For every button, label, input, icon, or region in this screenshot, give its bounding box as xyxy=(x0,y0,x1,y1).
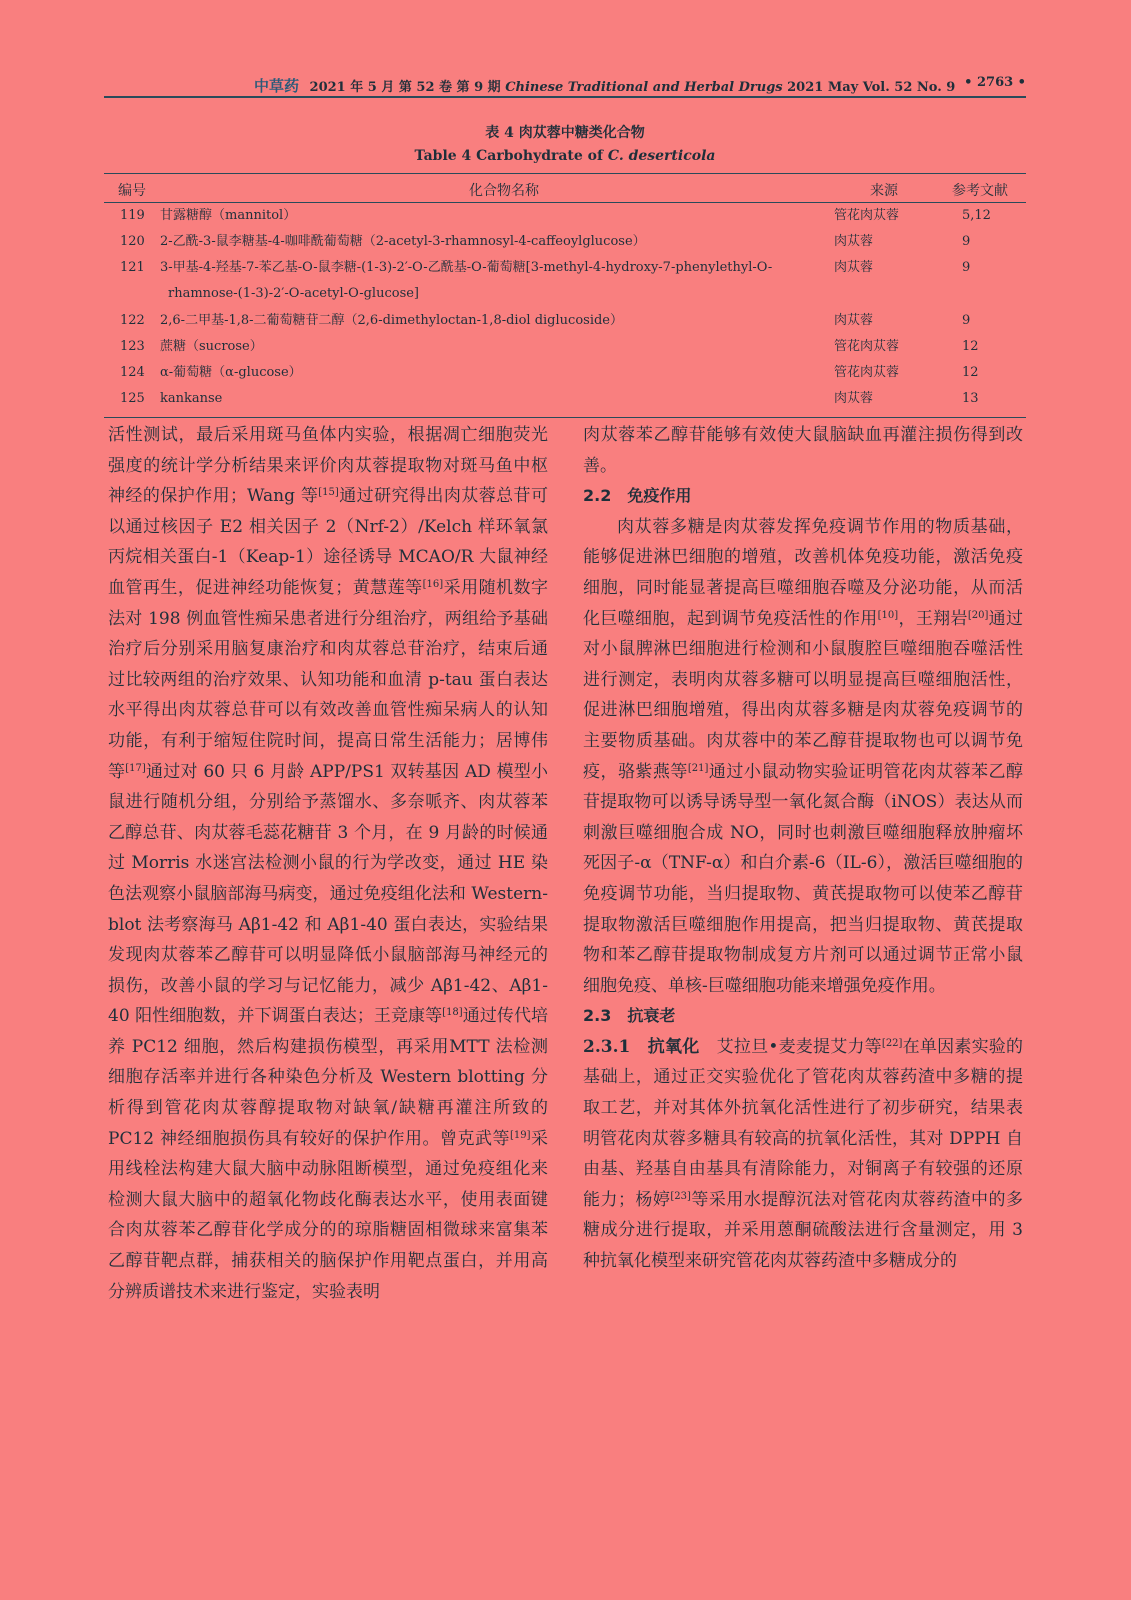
journal-issue-cn: 2021 年 5 月 第 52 卷 第 9 期 xyxy=(309,80,501,95)
table-header-no: 编号 xyxy=(118,183,146,199)
journal-logo: 中草药 xyxy=(254,77,300,95)
paragraph: 肉苁蓉多糖是肉苁蓉发挥免疫调节作用的物质基础，能够促进淋巴细胞的增殖，改善机体免疫功能，激活免疫细胞，同时能显著提高巨噬细胞吞噬及分泌功能，从而活化巨噬细胞，起到调节免疫活性的作用[10]，王翔岩[20]通过对小鼠脾淋巴细胞进行检测和小鼠腹腔巨噬细胞吞噬活性进行测定，表明肉苁蓉多糖可以明显提高巨噬细胞活性，促进淋巴细胞增殖，得出肉苁蓉多糖是肉苁蓉免疫调节的主要物质基础。肉苁蓉中的苯乙醇苷提取物也可以调节免疫，骆紫燕等[21]通过小鼠动物实验证明管花肉苁蓉苯乙醇苷提取物可以诱导诱导型一氧化氮合酶（iNOS）表达从而刺激巨噬细胞合成 NO，同时也刺激巨噬细胞释放肿瘤坏死因子-α（TNF-α）和白介素-6（IL-6），激活巨噬细胞的免疫调节功能，当归提取物、黄芪提取物可以使苯乙醇苷提取物激活巨噬细胞作用提高，把当归提取物、黄芪提取物和苯乙醇苷提取物制成复方片剂可以通过调节正常小鼠细胞免疫、单核-巨噬细胞功能来增强免疫作用。 xyxy=(583,516,1024,996)
table-header-source: 来源 xyxy=(870,183,898,199)
page-number: • 2763 • xyxy=(964,75,1026,90)
journal-name-en: Chinese Traditional and Herbal Drugs xyxy=(505,80,783,95)
journal-page: 中草药 2021 年 5 月 第 52 卷 第 9 期 Chinese Traditional and Herbal Drugs 2021 May Vol. 52 No. 9 • 2763 • 表 4 肉苁蓉中糖类化合物 Table 4 Carbohydrate of C. deserticola 编号 化合物名称 来源 参考文献 119 甘露糖醇（mannitol） 管花肉苁蓉 5,12 120 2-乙酰-3-鼠李糖基-4-咖啡酰葡萄糖（2-acetyl-3-rhamnosyl-4-caffeoylglucose） 肉苁蓉 9 121 3-甲基-4-羟基-7-苯乙基-O-鼠李糖-(1-3)-2′-O-乙酰基-O-葡萄糖[3-methyl-4-hydroxy-7-phenylethyl-O- rhamnose-(1-3)-2′-O-acetyl-O-glucose] 肉苁蓉 9 122 2,6-二甲基-1,8-二葡萄糖苷二醇（2,6-dimethyloctan-1,8-diol diglucoside） 肉苁蓉 9 123 蔗糖（sucrose） 管花肉苁蓉 12 124 α-葡萄糖（α-glucose） 管花肉苁蓉 12 125 kankanse 肉苁蓉 13 活性测试，最后采用斑马鱼体内实验，根据凋亡细胞荧光强度的统计学分析结果来评价肉苁蓉提取物对斑马鱼中枢神经的保护作用；Wang 等[15]通过研究得出肉苁蓉总苷可以通过核因子 E2 相关因子 2（Nrf-2）/Kelch 样环氧氯丙烷相关蛋白-1（Keap-1）途径诱导 MCAO/R 大鼠神经血管再生，促进神经功能恢复；黄慧莲等[16]采用随机数字法对 198 例血管性痴呆患者进行分组治疗，两组给予基础治疗后分别采用脑复康治疗和肉苁蓉总苷治疗，结束后通过比较两组的治疗效果、认知功能和血清 p-tau 蛋白表达水平得出肉苁蓉总苷可以有效改善血管性痴呆病人的认知功能，有利于缩短住院时间，提高日常生活能力；居博伟等[17]通过对 60 只 6 月龄 APP/PS1 双转基因 AD 模型小鼠进行随机分组，分别给予蒸馏水、多奈哌齐、肉苁蓉苯乙醇总苷、肉苁蓉毛蕊花糖苷 3 个月，在 9 月龄的时候通过 Morris 水迷宫法检测小鼠的行为学改变，通过 HE 染色法观察小鼠脑部海马病变，通过免疫组化法和 Western-blot 法考察海马 Aβ1-42 和 Aβ1-40 蛋白表达，实验结果发现肉苁蓉苯乙醇苷可以明显降低小鼠脑部海马神经元的损伤，改善小鼠的学习与记忆能力，减少 Aβ1-42、Aβ1-40 阳性细胞数，并下调蛋白表达；王竞康等[18]通过传代培养 PC12 细胞，然后构建损伤模型，再采用MTT 法检测细胞存活率并进行各种染色分析及 Western blotting 分析得到管花肉苁蓉醇提取物对缺氧/缺糖再灌注所致的 PC12 神经细胞损伤具有较好的保护作用。曾克武等[19]采用线栓法构建大鼠大脑中动脉阻断模型，通过免疫组化来检测大鼠大脑中的超氧化物歧化酶表达水平，使用表面键合肉苁蓉苯乙醇苷化学成分的的琼脂糖固相微球来富集苯乙醇苷靶点群，捕获相关的脑保护作用靶点蛋白，并用高分辨质谱技术来进行鉴定，实验表明 肉苁蓉苯乙醇苷能够有效使大鼠脑缺血再灌注损伤得到改善。 2.2 免疫作用 肉苁蓉多糖是肉苁蓉发挥免疫调节作用的物质基础，能够促进淋巴细胞的增殖，改善机体免疫功能，激活免疫细胞，同时能显著提高巨噬细胞吞噬及分泌功能，从而活化巨噬细胞，起到调节免疫活性的作用[10]，王翔岩[20]通过对小鼠脾淋巴细胞进行检测和小鼠腹腔巨噬细胞吞噬活性进行测定，表明肉苁蓉多糖可以明显提高巨噬细胞活性，促进淋巴细胞增殖，得出肉苁蓉多糖是肉苁蓉免疫调节的主要物质基础。肉苁蓉中的苯乙醇苷提取物也可以调节免疫，骆紫燕等[21]通过小鼠动物实验证明管花肉苁蓉苯乙醇苷提取物可以诱导诱导型一氧化氮合酶（iNOS）表达从而刺激巨噬细胞合成 NO，同时也刺激巨噬细胞释放肿瘤坏死因子-α（TNF-α）和白介素-6（IL-6），激活巨噬细胞的免疫调节功能，当归提取物、黄芪提取物可以使苯乙醇苷提取物激活巨噬细胞作用提高，把当归提取物、黄芪提取物和苯乙醇苷提取物制成复方片剂可以通过调节正常小鼠细胞免疫、单核-巨噬细胞功能来增强免疫作用。 2.3 抗衰老 2.3.1 抗氧化 艾拉旦•麦麦提艾力等[22]在单因素实验的基础上，通过正交实验优化了管花肉苁蓉药渣中多糖的提取工艺，并对其体外抗氧化活性进行了初步研究，结果表明管花肉苁蓉多糖具有较高的抗氧化活性，其对 DPPH 自由基、羟基自由基具有清除能力，对铜离子有较强的还原能力；杨婷[23]等采用水提醇沉法对管花肉苁蓉药渣中的多糖成分进行提取，并采用蒽酮硫酸法进行含量测定，用 3 种抗氧化模型来研究管花肉苁蓉药渣中多糖成分的 xyxy=(0,0,1131,1600)
section-heading-2-2: 2.2 免疫作用 xyxy=(583,486,692,506)
table-top-rule xyxy=(104,173,1026,174)
left-text-column xyxy=(108,420,548,1307)
subsection-heading-2-3-1: 2.3.1 抗氧化 xyxy=(583,1036,700,1057)
table-caption-cn: 表 4 肉苁蓉中糖类化合物 xyxy=(485,125,645,141)
journal-issue-en: 2021 May Vol. 52 No. 9 xyxy=(787,80,956,95)
journal-citation xyxy=(254,75,955,96)
running-header xyxy=(104,72,1026,94)
paragraph: 2.3.1 抗氧化 艾拉旦•麦麦提艾力等[22]在单因素实验的基础上，通过正交实验优化了管花肉苁蓉药渣中多糖的提取工艺，并对其体外抗氧化活性进行了初步研究，结果表明管花肉苁蓉多糖具有较高的抗氧化活性，其对 DPPH 自由基、羟基自由基具有清除能力，对铜离子有较强的还原能力；杨婷[23]等采用水提醇沉法对管花肉苁蓉药渣中的多糖成分进行提取，并采用蒽酮硫酸法进行含量测定，用 3 种抗氧化模型来研究管花肉苁蓉药渣中多糖成分的 xyxy=(583,1036,1024,1272)
section-heading-2-3: 2.3 抗衰老 xyxy=(583,1006,676,1026)
table-bottom-rule xyxy=(104,417,1026,418)
right-text-column xyxy=(583,420,1023,1277)
table-caption-en: Table 4 Carbohydrate of C. deserticola xyxy=(414,148,716,164)
paragraph: 肉苁蓉苯乙醇苷能够有效使大鼠脑缺血再灌注损伤得到改善。 xyxy=(583,425,1023,476)
header-rule xyxy=(104,96,1026,98)
paragraph: 活性测试，最后采用斑马鱼体内实验，根据凋亡细胞荧光强度的统计学分析结果来评价肉苁蓉提取物对斑马鱼中枢神经的保护作用；Wang 等[15]通过研究得出肉苁蓉总苷可以通过核因子 E2 相关因子 2（Nrf-2）/Kelch 样环氧氯丙烷相关蛋白-1（Keap-1）途径诱导 MCAO/R 大鼠神经血管再生，促进神经功能恢复；黄慧莲等[16]采用随机数字法对 198 例血管性痴呆患者进行分组治疗，两组给予基础治疗后分别采用脑复康治疗和肉苁蓉总苷治疗，结束后通过比较两组的治疗效果、认知功能和血清 p-tau 蛋白表达水平得出肉苁蓉总苷可以有效改善血管性痴呆病人的认知功能，有利于缩短住院时间，提高日常生活能力；居博伟等[17]通过对 60 只 6 月龄 APP/PS1 双转基因 AD 模型小鼠进行随机分组，分别给予蒸馏水、多奈哌齐、肉苁蓉苯乙醇总苷、肉苁蓉毛蕊花糖苷 3 个月，在 9 月龄的时候通过 Morris 水迷宫法检测小鼠的行为学改变，通过 HE 染色法观察小鼠脑部海马病变，通过免疫组化法和 Western-blot 法考察海马 Aβ1-42 和 Aβ1-40 蛋白表达，实验结果发现肉苁蓉苯乙醇苷可以明显降低小鼠脑部海马神经元的损伤，改善小鼠的学习与记忆能力，减少 Aβ1-42、Aβ1-40 阳性细胞数，并下调蛋白表达；王竞康等[18]通过传代培养 PC12 细胞，然后构建损伤模型，再采用MTT 法检测细胞存活率并进行各种染色分析及 Western blotting 分析得到管花肉苁蓉醇提取物对缺氧/缺糖再灌注所致的 PC12 神经细胞损伤具有较好的保护作用。曾克武等[19]采用线栓法构建大鼠大脑中动脉阻断模型，通过免疫组化来检测大鼠大脑中的超氧化物歧化酶表达水平，使用表面键合肉苁蓉苯乙醇苷化学成分的的琼脂糖固相微球来富集苯乙醇苷靶点群，捕获相关的脑保护作用靶点蛋白，并用高分辨质谱技术来进行鉴定，实验表明 xyxy=(108,425,549,1302)
table-header-name: 化合物名称 xyxy=(469,183,539,199)
table-header-ref: 参考文献 xyxy=(952,183,1008,199)
